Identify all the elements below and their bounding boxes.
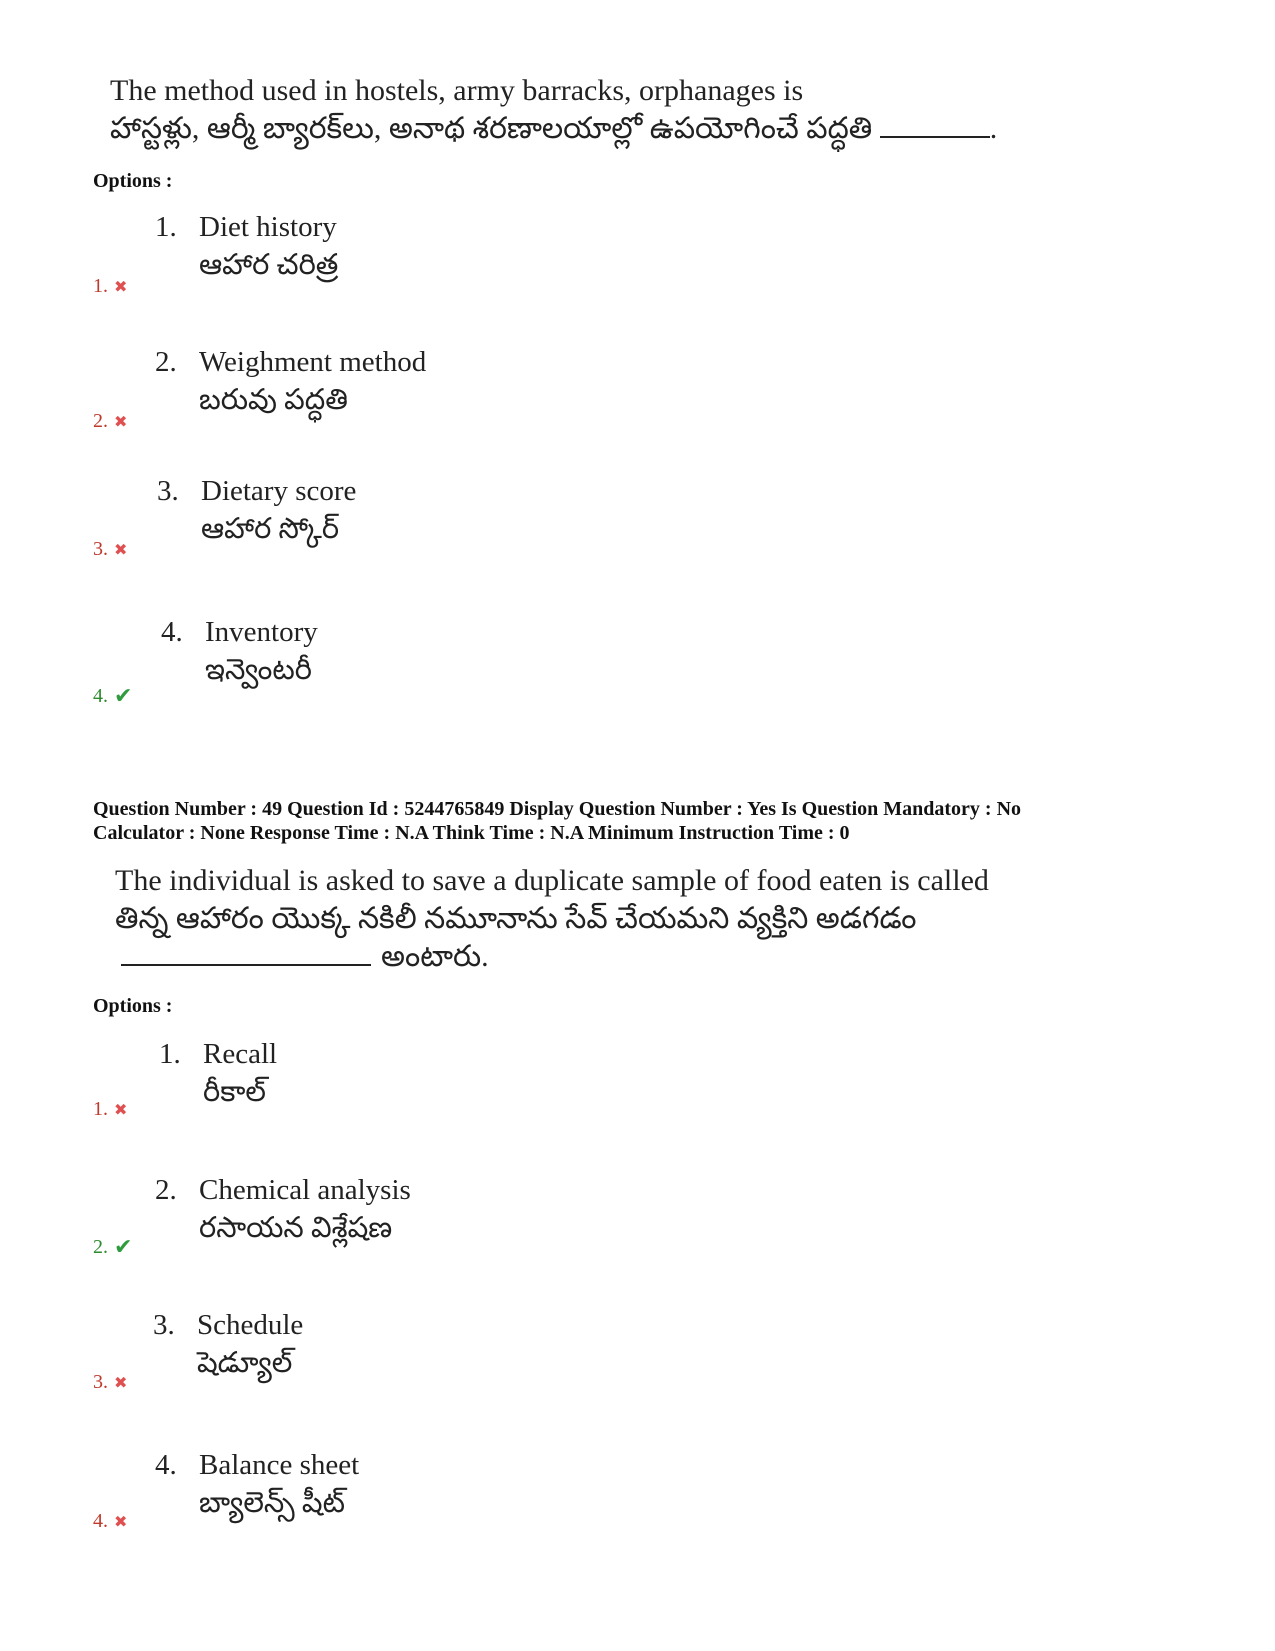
question-48-text bbox=[110, 72, 997, 148]
option-number: 3. bbox=[153, 1309, 175, 1341]
marker-number: 4. bbox=[93, 1510, 108, 1532]
option-telugu: ఇన్వెంటరీ bbox=[205, 654, 312, 686]
option-2-marker bbox=[93, 1235, 132, 1260]
option-telugu: బరువు పద్ధతి bbox=[199, 384, 348, 416]
option-telugu: రసాయన విశ్లేషణ bbox=[199, 1212, 393, 1244]
option-3-marker bbox=[93, 538, 127, 561]
option-2 bbox=[155, 1171, 411, 1247]
option-1-marker bbox=[93, 1098, 127, 1121]
option-telugu: ఆహార చరిత్ర bbox=[199, 249, 339, 281]
option-english: Balance sheet bbox=[199, 1449, 360, 1481]
option-telugu: రీకాల్ bbox=[203, 1076, 266, 1108]
option-english: Dietary score bbox=[201, 475, 357, 507]
cross-icon: ✖ bbox=[114, 1373, 128, 1392]
answer-blank bbox=[880, 110, 990, 138]
question-48-english: The method used in hostels, army barracks, orphanages is bbox=[110, 74, 804, 107]
option-2-marker bbox=[93, 410, 127, 433]
marker-number: 1. bbox=[93, 1098, 108, 1120]
option-number: 3. bbox=[157, 475, 179, 507]
marker-number: 2. bbox=[93, 1236, 108, 1258]
question-48-telugu-text: హాస్టళ్లు, ఆర్మీ బ్యారక్‌లు, అనాథ శరణాలయాల్లో ఉపయోగించే పద్ధతి bbox=[110, 112, 873, 145]
answer-blank bbox=[121, 938, 371, 966]
question-metadata-line: Question Number : 49 Question Id : 5244765849 Display Question Number : Yes Is Question Mandatory : No bbox=[93, 798, 1022, 820]
question-metadata-line: Calculator : None Response Time : N.A Think Time : N.A Minimum Instruction Time : 0 bbox=[93, 822, 850, 844]
question-49-metadata bbox=[93, 797, 1193, 845]
question-49-telugu-end bbox=[115, 938, 989, 976]
marker-number: 2. bbox=[93, 410, 108, 432]
option-english: Weighment method bbox=[199, 346, 427, 378]
option-english: Recall bbox=[203, 1038, 278, 1070]
option-number: 2. bbox=[155, 346, 177, 378]
option-2 bbox=[155, 343, 426, 419]
option-telugu: బ్యాలెన్స్ షీట్ bbox=[199, 1487, 345, 1519]
option-telugu: షెడ్యూల్ bbox=[197, 1347, 293, 1379]
option-telugu: ఆహార స్కోర్ bbox=[201, 513, 340, 545]
cross-icon: ✖ bbox=[114, 1512, 128, 1531]
option-1-marker bbox=[93, 275, 127, 298]
option-english: Schedule bbox=[197, 1309, 304, 1341]
cross-icon: ✖ bbox=[114, 412, 128, 431]
option-4-marker bbox=[93, 1510, 127, 1533]
check-icon: ✔ bbox=[114, 684, 133, 709]
option-english: Diet history bbox=[199, 211, 337, 243]
check-icon: ✔ bbox=[114, 1235, 133, 1260]
option-number: 4. bbox=[155, 1449, 177, 1481]
option-number: 1. bbox=[155, 211, 177, 243]
option-english: Inventory bbox=[205, 616, 318, 648]
option-number: 1. bbox=[159, 1038, 181, 1070]
option-1 bbox=[155, 208, 338, 284]
question-49-text bbox=[115, 862, 989, 976]
option-english: Chemical analysis bbox=[199, 1174, 411, 1206]
option-number: 2. bbox=[155, 1174, 177, 1206]
question-48-telugu: హాస్టళ్లు, ఆర్మీ బ్యారక్‌లు, అనాథ శరణాలయాల్లో ఉపయోగించే పద్ధతి . bbox=[110, 112, 998, 145]
option-3 bbox=[153, 1306, 303, 1382]
option-3 bbox=[157, 472, 356, 548]
options-label: Options : bbox=[93, 170, 173, 192]
option-4-marker bbox=[93, 684, 132, 709]
marker-number: 3. bbox=[93, 1371, 108, 1393]
marker-number: 4. bbox=[93, 685, 108, 707]
question-49-telugu: తిన్న ఆహారం యొక్క నకిలీ నమూనాను సేవ్ చేయమని వ్యక్తిని అడగడం bbox=[115, 902, 917, 935]
marker-number: 1. bbox=[93, 275, 108, 297]
option-4 bbox=[161, 613, 318, 689]
cross-icon: ✖ bbox=[114, 277, 128, 296]
option-number: 4. bbox=[161, 616, 183, 648]
option-3-marker bbox=[93, 1371, 127, 1394]
option-1 bbox=[159, 1035, 277, 1111]
cross-icon: ✖ bbox=[114, 1100, 128, 1119]
question-49-telugu-ending: అంటారు. bbox=[381, 940, 489, 973]
options-label: Options : bbox=[93, 995, 173, 1017]
question-49-english: The individual is asked to save a duplicate sample of food eaten is called bbox=[115, 864, 989, 897]
option-4 bbox=[155, 1446, 359, 1522]
marker-number: 3. bbox=[93, 538, 108, 560]
cross-icon: ✖ bbox=[114, 540, 128, 559]
